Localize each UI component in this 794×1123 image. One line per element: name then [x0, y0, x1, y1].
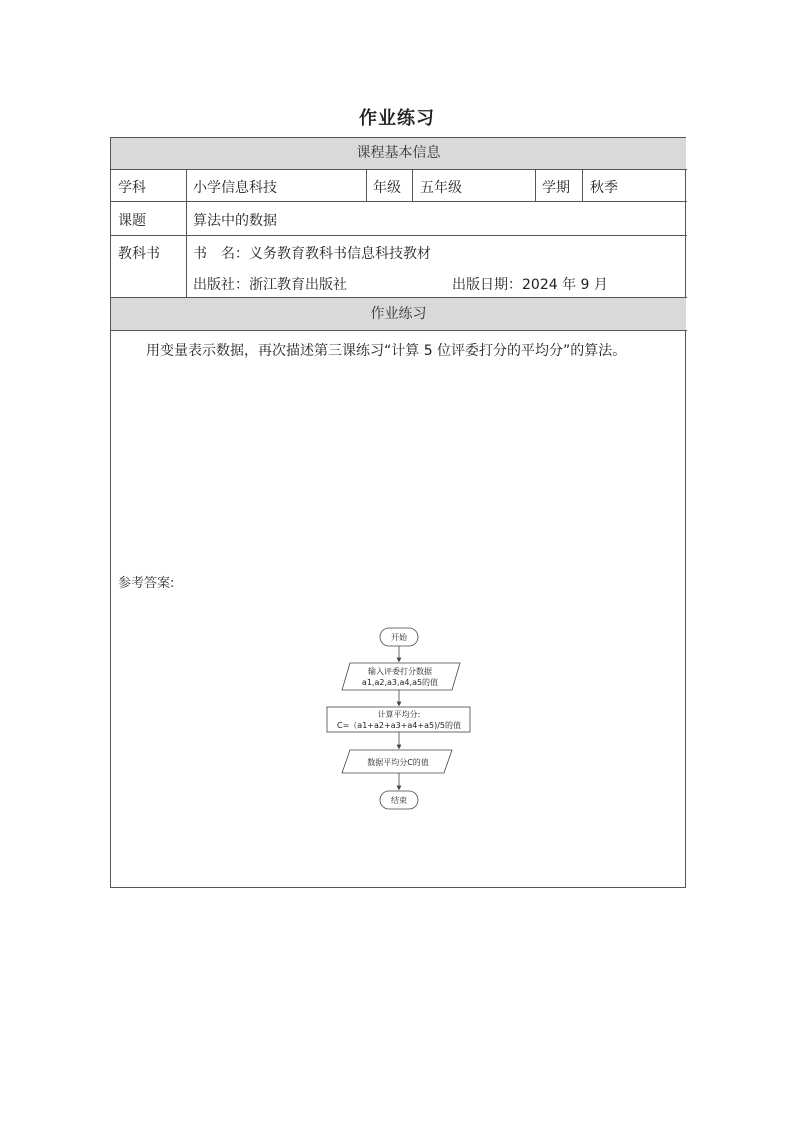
- subject-label: 学科: [118, 180, 146, 196]
- output-label: 数据平均分C的值: [367, 758, 429, 767]
- section-header-course-info: 课程基本信息: [111, 138, 686, 169]
- column-divider: [366, 169, 367, 201]
- algorithm-flowchart: [320, 620, 480, 815]
- subject-value: 小学信息科技: [193, 180, 277, 196]
- homework-task: 用变量表示数据，再次描述第三课练习“计算 5 位评委打分的平均分”的算法。: [146, 343, 627, 359]
- row-divider: [110, 169, 687, 170]
- row-divider: [110, 235, 687, 236]
- grade-label: 年级: [373, 180, 401, 196]
- term-label: 学期: [542, 180, 570, 196]
- row-divider: [110, 201, 687, 202]
- topic-value: 算法中的数据: [193, 213, 277, 229]
- column-divider: [412, 169, 413, 201]
- answer-label: 参考答案:: [118, 576, 175, 591]
- topic-label: 课题: [118, 213, 146, 229]
- row-divider: [110, 330, 687, 331]
- start-label: 开始: [391, 633, 407, 642]
- book-name: 书 名：义务教育教科书信息科技教材: [193, 246, 431, 262]
- input-label-line1: 输入评委打分数据: [368, 667, 432, 676]
- end-label: 结束: [391, 796, 407, 805]
- term-value: 秋季: [590, 180, 618, 196]
- publisher: 出版社：浙江教育出版社: [193, 277, 347, 293]
- column-divider: [186, 169, 187, 297]
- textbook-label: 教科书: [118, 246, 160, 262]
- page-title: 作业练习: [359, 108, 435, 129]
- input-label-line2: a1,a2,a3,a4,a5的值: [361, 678, 439, 687]
- column-divider: [582, 169, 583, 201]
- section-header-homework: 作业练习: [111, 298, 686, 330]
- column-divider: [535, 169, 536, 201]
- process-label-line2: C=（a1+a2+a3+a4+a5)/5的值: [337, 721, 461, 730]
- grade-value: 五年级: [420, 180, 462, 196]
- publish-date: 出版日期：2024 年 9 月: [452, 277, 608, 293]
- process-label-line1: 计算平均分:: [377, 710, 421, 719]
